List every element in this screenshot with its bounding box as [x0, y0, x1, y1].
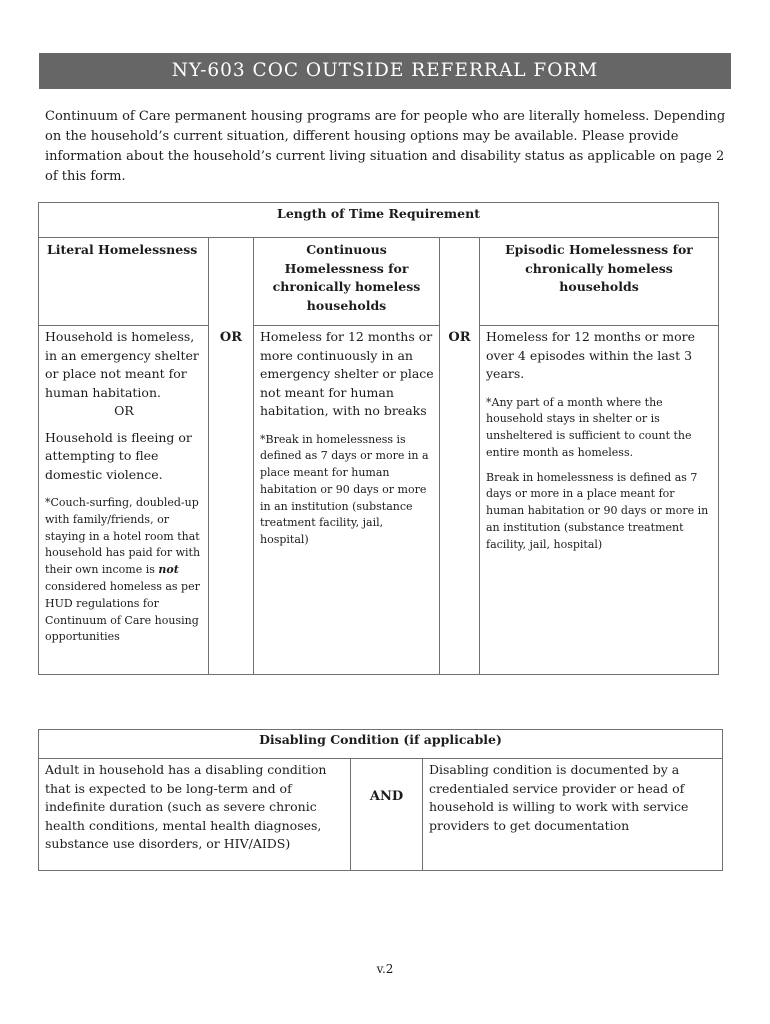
- or-label-2: OR: [440, 326, 480, 675]
- episodic-homelessness-cell: [480, 326, 719, 675]
- and-label: AND: [351, 759, 423, 871]
- version-label: v.2: [376, 962, 394, 976]
- episodic-note-2: Break in homelessness is defined as 7 days or more in a place meant for human habitation or 90 days or more in an institution (substance treatment facility, jail, hospital): [486, 470, 709, 551]
- episodic-homelessness-heading: Episodic Homelessness for chronically homeless households: [480, 238, 719, 326]
- disability-table-header: Disabling Condition (if applicable): [39, 730, 723, 759]
- or-column-spacer-1: [209, 238, 254, 326]
- literal-note: *Couch-surfing, doubled-up with family/friends, or staying in a hotel room that household has paid for with their own income is not considered homeless as per HUD regulations for Continuum of Care housing opportunities: [45, 496, 201, 644]
- continuous-homelessness-heading: Continuous Homelessness for chronically homeless households: [254, 238, 440, 326]
- or-label-1: OR: [209, 326, 254, 675]
- disabling-condition-table: [38, 729, 723, 871]
- literal-text-2: Household is fleeing or attempting to flee domestic violence.: [45, 429, 192, 482]
- continuous-homelessness-cell: [254, 326, 440, 675]
- literal-or: OR: [114, 403, 134, 418]
- literal-homelessness-heading: Literal Homelessness: [39, 238, 209, 326]
- continuous-note: *Break in homelessness is defined as 7 days or more in a place meant for human habitation or 90 days or more in an institution (substance treatment facility, jail, hospital): [260, 432, 429, 547]
- intro-paragraph: Continuum of Care permanent housing programs are for people who are literally homeless. Depending on the household’s current situation, different housing options may be available. Please provide information about the household’s current living situation and disability status as applicable on page 2 of this form.: [45, 109, 726, 184]
- literal-homelessness-cell: [39, 326, 209, 675]
- literal-text-1: Household is homeless, in an emergency shelter or place not meant for human habitation.: [45, 329, 199, 400]
- disability-documentation-cell: Disabling condition is documented by a credentialed service provider or head of household is willing to work with service providers to get documentation: [423, 759, 723, 871]
- continuous-text: Homeless for 12 months or more continuously in an emergency shelter or place not meant for human habitation, with no breaks: [260, 329, 434, 418]
- disability-condition-cell: Adult in household has a disabling condition that is expected to be long-term and of indefinite duration (such as severe chronic health conditions, mental health diagnoses, substance use disorders, or HIV/AIDS): [39, 759, 351, 871]
- episodic-text: Homeless for 12 months or more over 4 episodes within the last 3 years.: [486, 329, 695, 381]
- form-title: NY-603 COC OUTSIDE REFERRAL FORM: [39, 53, 731, 89]
- episodic-note-1: *Any part of a month where the household stays in shelter or is unsheltered is sufficient to count the entire month as homeless.: [486, 395, 692, 459]
- length-of-time-table: [38, 202, 719, 675]
- length-table-header: Length of Time Requirement: [39, 203, 719, 238]
- or-column-spacer-2: [440, 238, 480, 326]
